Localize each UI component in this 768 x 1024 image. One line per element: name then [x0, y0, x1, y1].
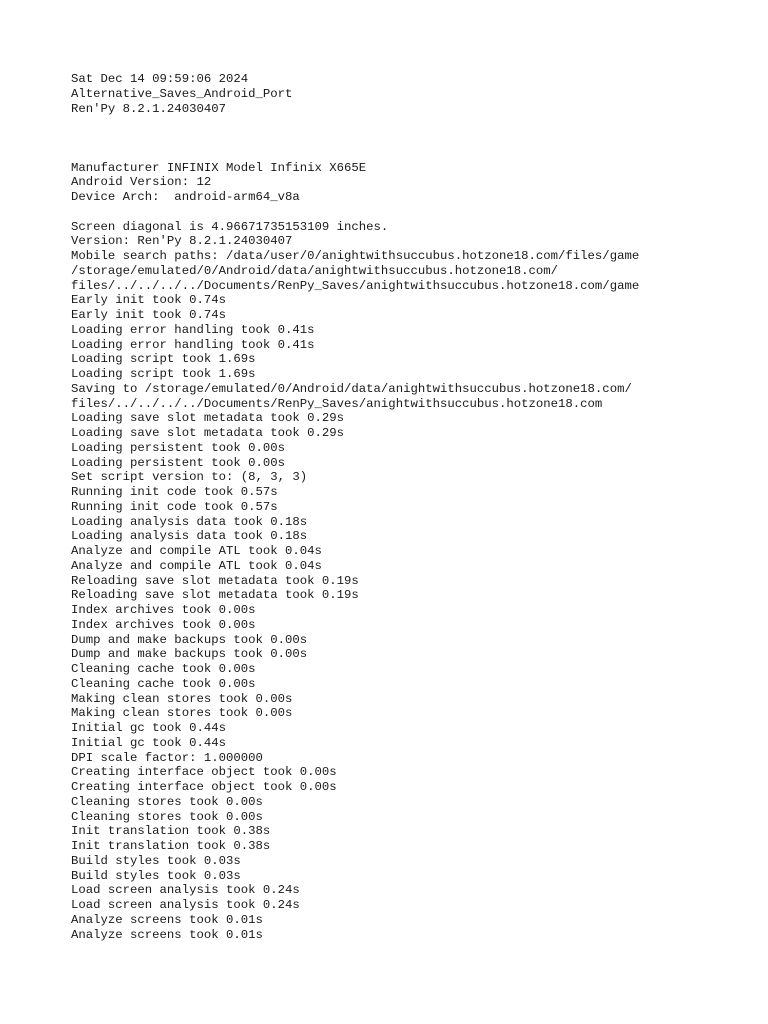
log-line: Manufacturer INFINIX Model Infinix X665E	[71, 160, 367, 175]
log-line: Dump and make backups took 0.00s	[71, 632, 308, 647]
log-line: Ren'Py 8.2.1.24030407	[71, 101, 226, 116]
log-line: Loading script took 1.69s	[71, 367, 256, 381]
log-line: Cleaning stores took 0.00s	[71, 794, 263, 809]
log-line: Init translation took 0.38s	[71, 839, 271, 853]
blank-line	[71, 205, 751, 220]
log-line: Loading error handling took 0.41s	[71, 322, 315, 337]
log-line: Version: Ren'Py 8.2.1.24030407	[71, 234, 293, 249]
log-text-block	[71, 72, 751, 942]
blank-line	[71, 146, 751, 161]
log-line: Loading save slot metadata took 0.29s	[71, 411, 345, 426]
log-line: Analyze screens took 0.01s	[71, 927, 263, 942]
log-line: Saving to /storage/emulated/0/Android/data/anightwithsuccubus.hotzone18.com/	[71, 381, 632, 396]
log-line: Loading persistent took 0.00s	[71, 455, 286, 470]
log-line: Making clean stores took 0.00s	[71, 706, 293, 721]
log-line: /storage/emulated/0/Android/data/anightwithsuccubus.hotzone18.com/	[71, 263, 559, 278]
log-line: Build styles took 0.03s	[71, 868, 241, 883]
log-line: Running init code took 0.57s	[71, 499, 278, 514]
log-line: Loading save slot metadata took 0.29s	[71, 426, 345, 440]
log-line: Reloading save slot metadata took 0.19s	[71, 588, 359, 603]
log-line: Analyze and compile ATL took 0.04s	[71, 558, 322, 573]
log-line: Sat Dec 14 09:59:06 2024	[71, 72, 249, 86]
blank-line	[71, 116, 751, 131]
log-line: Dump and make backups took 0.00s	[71, 647, 308, 662]
log-line: Analyze screens took 0.01s	[71, 912, 263, 927]
log-line: Build styles took 0.03s	[71, 853, 241, 868]
log-line: Device Arch: android-arm64_v8a	[71, 190, 300, 204]
log-line: Loading script took 1.69s	[71, 352, 256, 367]
log-line: Load screen analysis took 0.24s	[71, 883, 300, 898]
log-line: Load screen analysis took 0.24s	[71, 898, 300, 912]
log-line: Alternative_Saves_Android_Port	[71, 86, 293, 101]
log-line: Making clean stores took 0.00s	[71, 691, 293, 706]
log-line: Android Version: 12	[71, 175, 212, 190]
log-line: Initial gc took 0.44s	[71, 735, 226, 750]
log-line: files/../../../../Documents/RenPy_Saves/anightwithsuccubus.hotzone18.com/game	[71, 278, 640, 293]
log-line: Mobile search paths: /data/user/0/anightwithsuccubus.hotzone18.com/files/game	[71, 249, 640, 263]
log-line: Loading analysis data took 0.18s	[71, 514, 308, 529]
log-line: Early init took 0.74s	[71, 293, 226, 308]
log-line: Cleaning stores took 0.00s	[71, 809, 263, 824]
log-line: Analyze and compile ATL took 0.04s	[71, 544, 322, 558]
log-line: Early init took 0.74s	[71, 308, 226, 322]
log-line: Reloading save slot metadata took 0.19s	[71, 573, 359, 588]
log-line: Creating interface object took 0.00s	[71, 780, 337, 794]
log-line: Loading analysis data took 0.18s	[71, 529, 308, 544]
log-line: Cleaning cache took 0.00s	[71, 662, 256, 676]
log-line: Init translation took 0.38s	[71, 824, 271, 839]
log-line: Index archives took 0.00s	[71, 603, 256, 617]
log-line: Set script version to: (8, 3, 3)	[71, 470, 308, 485]
log-line: Index archives took 0.00s	[71, 617, 256, 632]
log-line: Running init code took 0.57s	[71, 485, 278, 499]
log-line: Cleaning cache took 0.00s	[71, 676, 256, 691]
log-document	[71, 72, 751, 942]
log-line: Screen diagonal is 4.96671735153109 inches.	[71, 219, 389, 234]
log-line: files/../../../../Documents/RenPy_Saves/anightwithsuccubus.hotzone18.com	[71, 396, 603, 411]
log-line: Loading persistent took 0.00s	[71, 440, 286, 455]
log-line: Creating interface object took 0.00s	[71, 765, 337, 780]
log-line: Initial gc took 0.44s	[71, 721, 226, 735]
blank-line	[71, 131, 751, 146]
log-line: DPI scale factor: 1.000000	[71, 750, 263, 765]
log-line: Loading error handling took 0.41s	[71, 337, 315, 352]
